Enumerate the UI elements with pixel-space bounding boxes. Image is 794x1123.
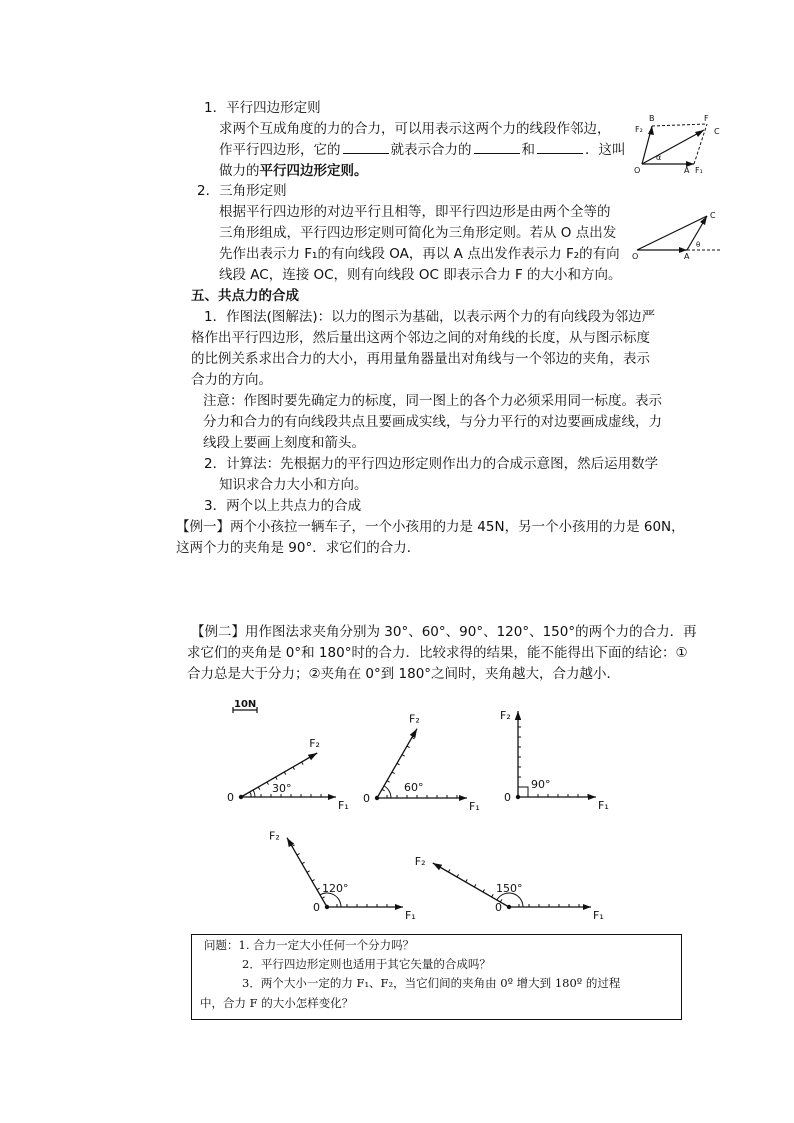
- example-1-line2: 这两个力的夹角是 90°．求它们的合力．: [176, 540, 421, 556]
- method-2-line1: 2．计算法：先根据力的平行四边形定则作出力的合成示意图，然后运用数学: [204, 456, 659, 472]
- text: ．这叫: [585, 142, 626, 158]
- diagram-1-angle-arc: [253, 790, 255, 797]
- diagram-2-f1-label: F₁: [469, 800, 480, 813]
- diagram-2-f2-tick: [387, 781, 390, 783]
- text: 作平行四边形，它的: [219, 142, 341, 158]
- text: 就表示合力的: [390, 142, 472, 158]
- label-theta: θ: [696, 241, 701, 249]
- label-a: A: [684, 166, 690, 175]
- section-2-line2: 三角形组成，平行四边形定则可简化为三角形定则。若从 O 点出发: [219, 225, 617, 241]
- diagram-1-f2-label: F₂: [309, 737, 320, 750]
- method-2-line2: 知识求合力大小和方向。: [219, 477, 368, 493]
- diagram-4-f2-tick: [297, 854, 300, 856]
- diagram-4-f2-tick: [307, 871, 310, 873]
- diagram-1-f2-tick: [276, 777, 278, 780]
- diagram-1-f2-tick: [293, 767, 295, 770]
- scale-label: 10N: [234, 699, 257, 710]
- diagram-4-f2-tick: [317, 888, 320, 890]
- question-box: [191, 934, 682, 1020]
- diagram-4-f2-tick: [292, 845, 295, 847]
- diagram-4-origin-label: 0: [313, 901, 320, 914]
- diagram-3-f2-label: F₂: [500, 709, 511, 722]
- diagram-1-f1-label: F₁: [338, 799, 349, 812]
- label-c-top: F: [704, 114, 709, 123]
- diagram-3-origin-label: 0: [504, 791, 511, 804]
- diagram-1-f2-tick: [258, 787, 260, 790]
- section-1-heading: 1．平行四边形定则: [204, 100, 321, 116]
- note-line1: 注意：作图时要先确定力的标度，同一图上的各个力必须采用同一标度。表示: [203, 393, 662, 409]
- section-2-heading: 2．三角形定则: [197, 183, 287, 199]
- diagram-2-angle-label: 60°: [404, 781, 424, 794]
- label-a: A: [684, 252, 690, 261]
- rule-name: 平行四边形定则。: [259, 163, 368, 179]
- diagram-4-f2-tick: [322, 897, 325, 899]
- diagram-4-f1-label: F₁: [405, 909, 416, 922]
- label-f2: F₂: [635, 125, 643, 134]
- method-1-line3: 的比例关系求出合力的大小，再用量角器量出对角线与一个邻边的夹角，表示: [191, 351, 650, 367]
- diagram-1-f2-arrow: [308, 753, 317, 760]
- example-2-line2: 求它们的夹角是 0°和 180°时的合力．比较求得的结果，能不能得出下面的结论：①: [187, 645, 688, 661]
- label-c: C: [714, 127, 720, 136]
- question-2: 2．平行四边形定则也适用于其它矢量的合成吗？: [242, 957, 491, 971]
- diagram-4-f2-label: F₂: [269, 829, 280, 843]
- label-c: C: [710, 211, 716, 220]
- label-o: O: [634, 166, 641, 175]
- question-1: 问题：1. 合力一定大小任何一个分力吗？: [204, 938, 415, 952]
- method-1-line1: 1．作图法(图解法)：以力的图示为基础，以表示两个力的有向线段为邻边严: [204, 309, 656, 325]
- diagram-1-f2-tick: [302, 762, 304, 765]
- diagram-5-f2-tick: [448, 869, 450, 872]
- diagram-1-f2-tick: [267, 782, 269, 785]
- diagram-5-f2-tick: [466, 879, 468, 882]
- label-b: B: [649, 114, 655, 123]
- diagram-2-f2-tick: [407, 746, 410, 748]
- diagram-2-f2-tick: [412, 737, 415, 739]
- diagram-5-f2-tick: [492, 894, 494, 897]
- diagram-4-angle-label: 120°: [322, 882, 349, 895]
- diagram-5-angle-label: 150°: [496, 882, 523, 895]
- diagram-4-f2-tick: [312, 880, 315, 882]
- diagram-2-f2-tick: [382, 789, 385, 791]
- note-line2: 分力和合力的有向线段共点且要画成实线，与分力平行的对边要画成虚线，力: [203, 414, 662, 430]
- diagram-1-angle-label: 30°: [272, 782, 292, 795]
- diagram-2-origin-label: 0: [363, 792, 370, 805]
- question-3: 3．两个大小一定的力 F₁、F₂，当它们间的夹角由 0º 增大到 180º 的过程: [242, 976, 621, 990]
- diagram-3-f2-arrow: [515, 711, 521, 720]
- diagram-2-f2-tick: [392, 772, 395, 774]
- diagram-1-f2-tick: [284, 772, 286, 775]
- diagram-2-f2-tick: [402, 755, 405, 757]
- section-5-heading: 五、共点力的合成: [191, 288, 299, 304]
- diagram-5-f2-tick: [474, 884, 476, 887]
- example-2-line1: 【例二】用作图法求夹角分别为 30°、60°、90°、120°、150°的两个力的合力．再: [191, 624, 697, 640]
- diagram-2-f2-label: F₂: [409, 712, 420, 726]
- diagram-5-f2-arrow: [433, 863, 442, 870]
- section-2-line4: 线段 AC，连接 OC，则有向线段 OC 即表示合力 F 的大小和方向。: [219, 267, 622, 283]
- diagram-3-f1-label: F₁: [598, 799, 609, 812]
- diagram-3-angle-label: 90°: [531, 778, 551, 791]
- diagram-4-f1-arrow: [395, 904, 403, 910]
- section-1-line1: 求两个互成角度的力的合力，可以用表示这两个力的线段作邻边，: [219, 121, 611, 137]
- method-3: 3．两个以上共点力的合成: [204, 498, 362, 514]
- diagram-5-f2-tick: [483, 889, 485, 892]
- diagram-5-origin-label: 0: [495, 901, 502, 914]
- example-2-line3: 合力总是大于分力；②夹角在 0°到 180°之间时，夹角越大，合力越小．: [187, 666, 621, 682]
- diagram-5-f1-label: F₁: [593, 909, 604, 922]
- method-1-line2: 格作出平行四边形，然后量出这两个邻边之间的对角线的长度，从与图示标度: [191, 330, 650, 346]
- diagram-1-f2-tick: [250, 792, 252, 795]
- question-3-cont: 中，合力 F 的大小怎样变化？: [200, 996, 354, 1010]
- text: 做力的: [219, 163, 260, 179]
- label-alpha: α: [656, 153, 662, 162]
- diagram-2-f1-arrow: [459, 795, 467, 801]
- diagram-4-f2-tick: [302, 862, 305, 864]
- diagram-5-f2-tick: [457, 874, 459, 877]
- label-f1: F₁: [695, 166, 703, 175]
- diagram-2-f2-arrow: [410, 729, 417, 738]
- method-1-line4: 合力的方向。: [191, 372, 272, 388]
- label-o: O: [632, 252, 639, 261]
- diagram-5-f2-label: F₂: [414, 855, 426, 868]
- diagram-2-f2-tick: [397, 763, 400, 765]
- section-2-line3: 先作出表示力 F₁的有向线段 OA，再以 A 点出发作表示力 F₂的有向: [219, 246, 620, 262]
- example-1-line1: 【例一】两个小孩拉一辆车子，一个小孩用的力是 45N，另一个小孩用的力是 60N，: [176, 519, 685, 535]
- diagram-1-origin-label: 0: [227, 791, 234, 804]
- diagram-3-f1-arrow: [588, 794, 596, 800]
- note-line3: 线段上要画上刻度和箭头。: [203, 435, 365, 451]
- text: 和: [521, 142, 535, 158]
- diagram-1-f1-arrow: [328, 794, 336, 800]
- section-2-line1: 根据平行四边形的对边平行且相等，即平行四边形是由两个全等的: [219, 204, 611, 220]
- diagram-5-f1-arrow: [583, 904, 591, 910]
